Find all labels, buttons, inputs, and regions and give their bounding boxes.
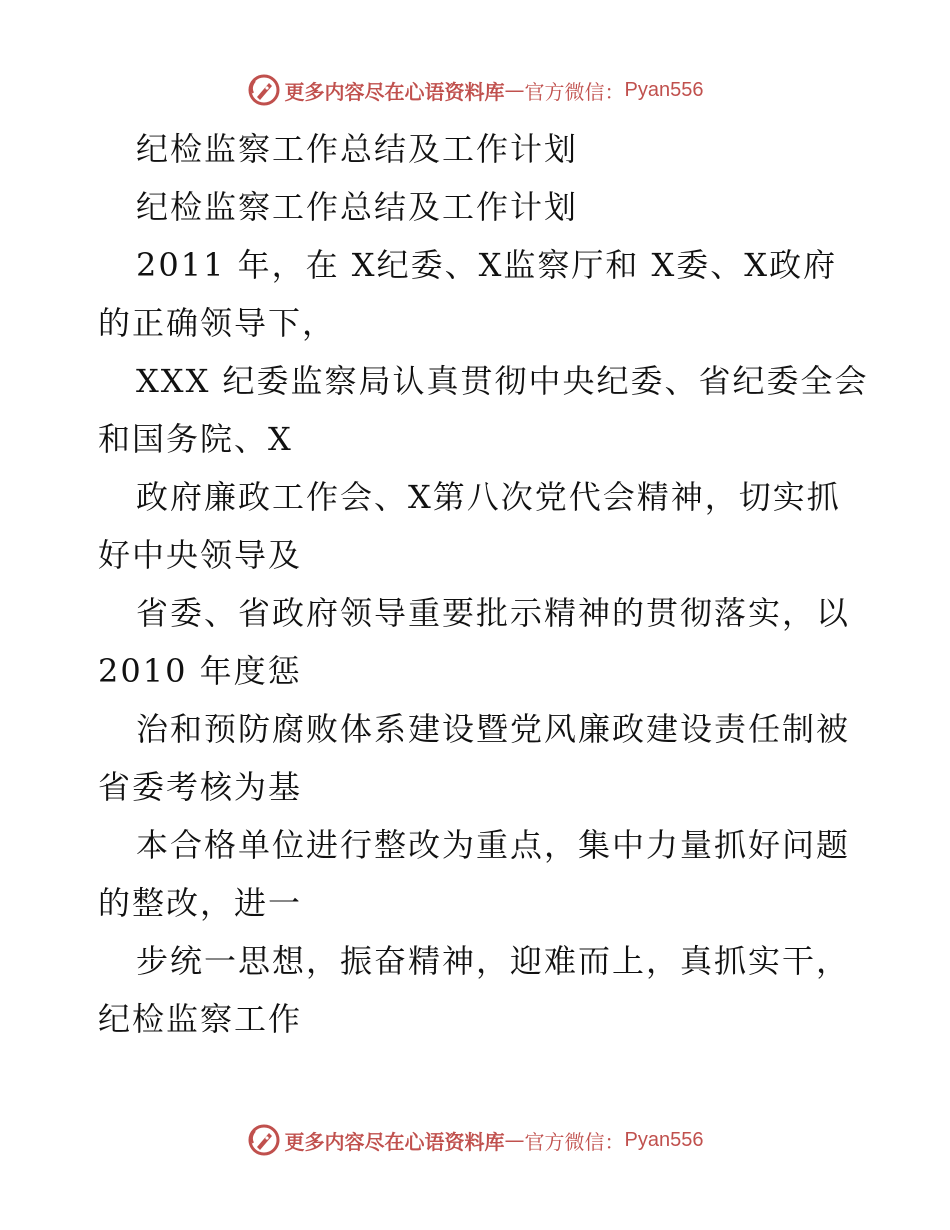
text-line: 纪检监察工作总结及工作计划 (136, 130, 579, 168)
text-line: 步统一思想，振奋精神，迎难而上，真抓实干， (136, 942, 851, 980)
banner-dash: — (504, 78, 525, 102)
text-line: 好中央领导及 (98, 536, 303, 574)
document-body (98, 120, 869, 1048)
text-line: 本合格单位进行整改为重点，集中力量抓好问题 (136, 826, 851, 864)
text-line: 省委考核为基 (98, 768, 303, 806)
text-line: 纪检监察工作总结及工作计划 (136, 188, 579, 226)
text-line: 的整改，进一 (98, 884, 303, 922)
text-line: 2010 年度惩 (98, 652, 302, 690)
banner-wechat-label: 官方微信： (524, 79, 625, 104)
text-line: XXX 纪委监察局认真贯彻中央纪委、省纪委全会 (136, 362, 869, 400)
banner-wechat-id: Pyan556 (624, 78, 704, 101)
banner-wechat-id: Pyan556 (624, 1128, 704, 1151)
header-banner (0, 68, 950, 112)
banner-dash: — (504, 1128, 525, 1152)
text-line: 治和预防腐败体系建设暨党风廉政建设责任制被 (136, 710, 851, 748)
banner-site-text: 更多内容尽在心语资料库 (284, 79, 505, 104)
text-line: 和国务院、X (98, 420, 293, 458)
banner-wechat-label: 官方微信： (524, 1129, 625, 1154)
footer-banner (0, 1118, 950, 1162)
text-line: 纪检监察工作 (98, 1000, 303, 1038)
text-line: 政府廉政工作会、X第八次党代会精神，切实抓 (136, 478, 841, 516)
text-line: 的正确领导下， (98, 304, 337, 342)
pen-nib-circle-icon (247, 73, 281, 107)
text-line: 省委、省政府领导重要批示精神的贯彻落实，以 (136, 594, 851, 632)
pen-nib-circle-icon (247, 1123, 281, 1157)
banner-site-text: 更多内容尽在心语资料库 (284, 1129, 505, 1154)
text-line: 2011 年，在 X纪委、X监察厅和 X委、X政府 (136, 246, 838, 284)
